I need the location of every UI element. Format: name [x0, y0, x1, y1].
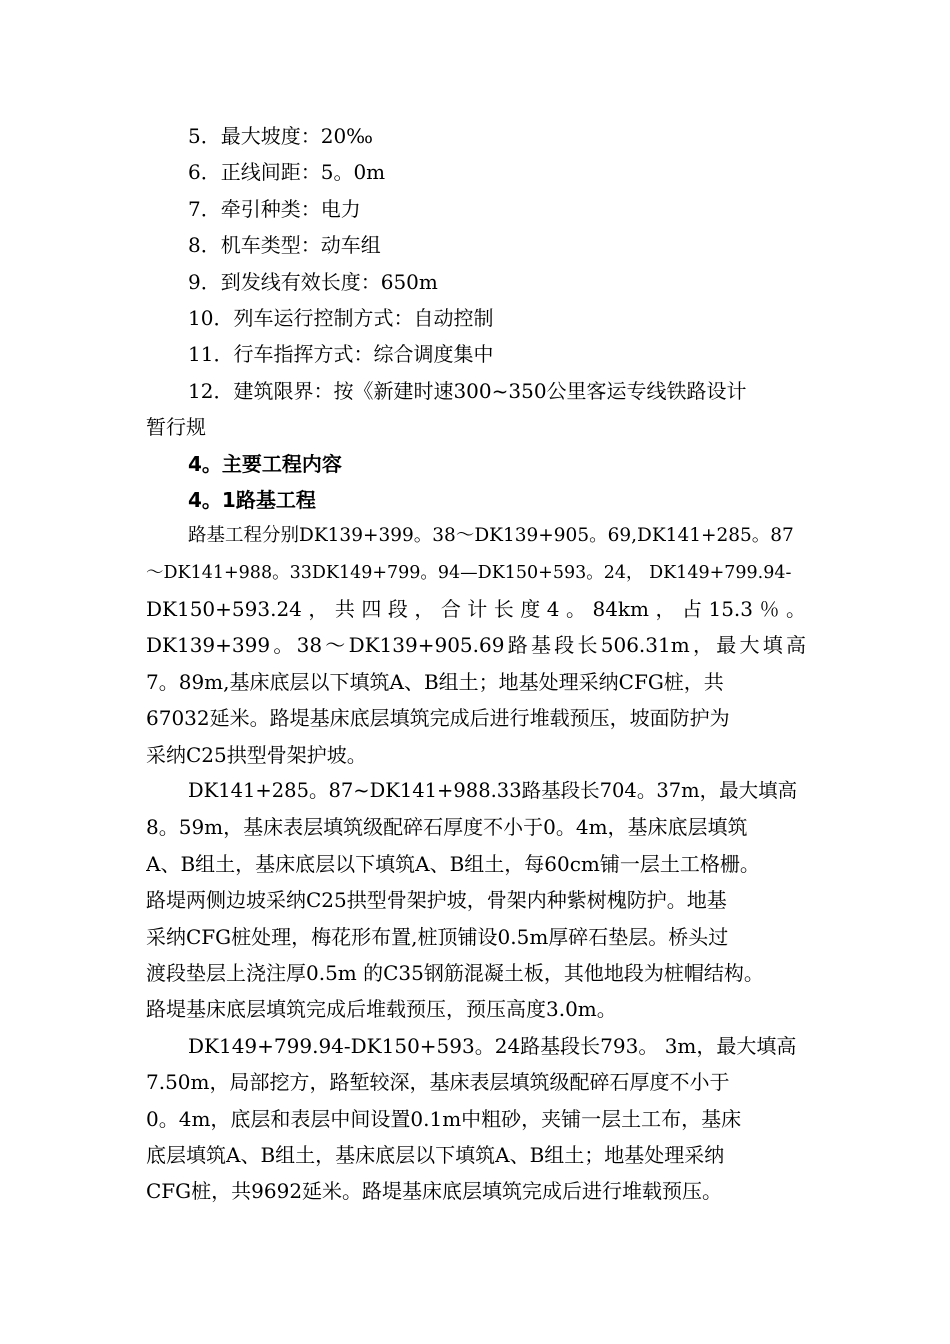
paragraph-line: DK150+593.24，共四段，合计长度4。84km，占15.3％。 — [146, 597, 806, 622]
paragraph-line: 路基工程分别DK139+399。38～DK139+905。69,DK141+285。87 — [188, 525, 794, 547]
paragraph-line: 0。4m，底层和表层中间设置0.1m中粗砂，夹铺一层土工布，基床 — [146, 1106, 742, 1131]
paragraph-line: DK139+399。38～DK139+905.69路基段长506.31m，最大填高 — [146, 633, 806, 658]
spec-item-8: 8．机车类型：动车组 — [188, 233, 381, 258]
spec-item-12-continuation: 暂行规 — [146, 415, 206, 440]
spec-item-10: 10．列车运行控制方式：自动控制 — [188, 305, 494, 330]
paragraph-line: 7。89m,基床底层以下填筑A、B组土；地基处理采纳CFG桩，共 — [146, 669, 724, 694]
subsection-title: 4。1路基工程 — [188, 487, 316, 512]
paragraph-line: 渡段垫层上浇注厚0.5m 的C35钢筋混凝土板，其他地段为桩帽结构。 — [146, 960, 764, 985]
paragraph-line: CFG桩，共9692延米。路堤基床底层填筑完成后进行堆载预压。 — [146, 1179, 723, 1204]
paragraph-line: DK149+799.94-DK150+593。24路基段长793。 3m，最大填高 — [188, 1033, 797, 1058]
spec-item-6: 6．正线间距：5。0m — [188, 160, 386, 185]
spec-item-5: 5．最大坡度：20‰ — [188, 124, 374, 148]
paragraph-line: 路堤基床底层填筑完成后堆载预压，预压高度3.0m。 — [146, 997, 617, 1022]
paragraph-dk149-section — [146, 1028, 806, 1210]
paragraph-line: 采纳CFG桩处理，梅花形布置,桩顶铺设0.5m厚碎石垫层。桥头过 — [146, 924, 729, 949]
spec-item-9: 9．到发线有效长度：650m — [188, 269, 438, 294]
paragraph-roadbed-overview — [146, 518, 806, 773]
spec-item-7: 7．牵引种类：电力 — [188, 196, 361, 221]
paragraph-dk141-section — [146, 773, 806, 1028]
paragraph-line: 采纳C25拱型骨架护坡。 — [146, 742, 367, 767]
paragraph-line: 路堤两侧边坡采纳C25拱型骨架护坡，骨架内种紫树槐防护。地基 — [146, 888, 727, 913]
document-body — [146, 118, 806, 1210]
spec-item-12: 12．建筑限界：按《新建时速300~350公里客运专线铁路设计 — [188, 378, 747, 403]
paragraph-line: A、B组土，基床底层以下填筑A、B组土，每60cm铺一层土工格栅。 — [146, 851, 760, 876]
paragraph-line: ～DK141+988。33DK149+799。94—DK150+593。24， DK149+799.94- — [146, 562, 792, 583]
paragraph-line: DK141+285。87~DK141+988.33路基段长704。37m，最大填高 — [188, 779, 798, 803]
spec-item-11: 11．行车指挥方式：综合调度集中 — [188, 342, 494, 367]
paragraph-line: 7.50m，局部挖方，路堑较深，基床表层填筑级配碎石厚度不小于 — [146, 1070, 730, 1095]
paragraph-line: 67032延米。路堤基床底层填筑完成后进行堆载预压，坡面防护为 — [146, 706, 730, 731]
paragraph-line: 底层填筑A、B组土，基床底层以下填筑A、B组土；地基处理采纳 — [146, 1142, 725, 1167]
section-title: 4。主要工程内容 — [188, 451, 342, 476]
paragraph-line: 8。59m，基床表层填筑级配碎石厚度不小于0。4m，基床底层填筑 — [146, 815, 748, 840]
